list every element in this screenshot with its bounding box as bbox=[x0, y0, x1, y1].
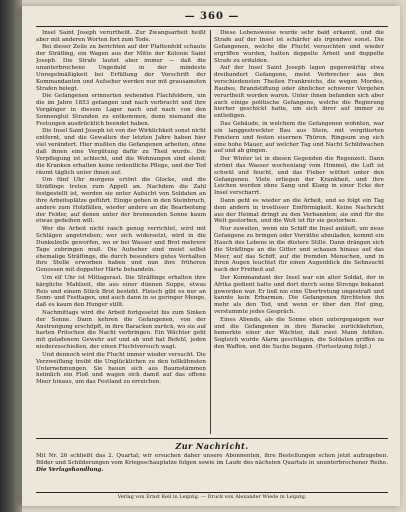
paragraph: Die Insel Saint Joseph ist von der Wirklichkeit sonst nicht entfernt, und die Gewalten der letzten Jahre haben hier viel verändert. Hier mußten die Gefangenen arbeiten, ohne daß ihnen eine Vergütung dafür zu Theil wurde. Die Verpflegung ist schlecht, und die Wohnungen sind elend; die Kranken erhalten keine ordentliche Pflege, und der Tod räumt täglich unter ihnen auf. bbox=[36, 128, 206, 176]
page-footer bbox=[36, 492, 388, 503]
right-column bbox=[214, 30, 384, 434]
book-binding bbox=[0, 0, 22, 512]
paragraph: Bei dieser Zeile zu berichten auf der Plattenfeld schaute der Sträfling, ein Wagen aus der Mitte der Kolonie Saint Joseph. Die Strafe lautet aber immer — daß die ununterbrochene Ungeduld in der mindeste Unregelmäßigkeit bei Erfüllung der Vorschrift der Kommandanten und Aufseher werden nur mit grausamsten Strafen belegt. bbox=[36, 44, 206, 92]
paragraph: Insel Saint Joseph verurtheilt. Zur Zwangsarbeit heißt aber mit anderen Worten fort zum Tode. bbox=[36, 30, 206, 43]
paragraph: Um fünf Uhr morgens ertönt die Glocke, und die Sträflinge treten zum Appell an. Nachdem die Zahl festgestellt ist, werden sie unter Aufsicht von Soldaten an ihre Arbeitsplätze geführt. Einige gehen in den Steinbruch, andere zum Holzfällen, wieder andere an die Bearbeitung der Felder, auf denen unter der brennenden Sonne kaum etwas gedeihen will. bbox=[36, 177, 206, 225]
paragraph: Und dennoch wird die Flucht immer wieder versucht. Die Verzweiflung treibt die Unglücklichen zu den tollkühnsten Unternehmungen. Sie bauen sich aus Baumstämmen heimlich ein Floß und wagen sich damit auf das offene Meer hinaus, um das Festland zu erreichen. bbox=[36, 351, 206, 386]
paragraph: Der Winter ist in diesen Gegenden die Regenzeit. Dann strömt das Wasser wochenlang vom Himmel, die Luft ist schwül und feucht, und das Fieber wüthet unter den Gefangenen. Viele erliegen der Krankheit, und ihre Leichen werden ohne Sang und Klang in einer Ecke der Insel verscharrt. bbox=[214, 155, 384, 197]
notice-body bbox=[36, 453, 388, 474]
paragraph: Um elf Uhr ist Mittagsrast. Die Sträflinge erhalten ihre kärgliche Mahlzeit, die aus einer dünnen Suppe, etwas Reis und einem Stück Brot besteht. Fleisch gibt es nur an Sonn- und Festtagen, und auch dann in so geringer Menge, daß es kaum den Hunger stillt. bbox=[36, 274, 206, 309]
paragraph: Der Kommandant der Insel war ein alter Soldat, der in Afrika gedient hatte und dort durch seine Strenge bekannt geworden war. Er ließ nie eine Übertretung ungestraft und kannte kein Erbarmen. Die Gefangenen fürchteten ihn mehr als den Tod, und wenn er über den Hof ging, verstummte jedes Gespräch. bbox=[214, 274, 384, 316]
book-page bbox=[22, 6, 400, 506]
page-number: — 360 — bbox=[184, 11, 240, 22]
notice-signature: Die Verlagshandlung. bbox=[36, 467, 104, 473]
notice-heading: Zur Nachricht. bbox=[175, 441, 249, 451]
paragraph: Wer die Arbeit nicht rasch genug verrichtet, wird mit Schlägen angetrieben; wer sich widersetzt, wird in die Dunkelzelle geworfen, wo er bei Wasser und Brot mehrere Tage zubringen muß. Die Aufseher sind meist selbst ehemalige Sträflinge, die durch besonders gutes Verhalten ihre Stelle erworben haben und nun ihre früheren Genossen mit doppelter Härte behandeln. bbox=[36, 225, 206, 274]
paragraph: Nur zuweilen, wenn ein Schiff die Insel anläuft, um neue Gefangene zu bringen oder Vorräthe abzuladen, kommt ein Hauch des Lebens in die düstere Stille. Dann drängen sich die Sträflinge an die Gitter und schauen hinaus auf das Meer, auf das Schiff, auf die fremden Menschen, und in ihren Augen leuchtet für einen Augenblick die Sehnsucht nach der Freiheit auf. bbox=[214, 225, 384, 274]
page-header bbox=[36, 12, 388, 27]
paragraph: Nachmittags wird die Arbeit fortgesetzt bis zum Sinken der Sonne. Dann kehren die Gefangenen, von der Anstrengung erschöpft, in ihre Baracken zurück, wo sie auf harten Pritschen die Nacht verbringen. Ein Wächter geht mit geladenem Gewehr auf und ab und hat Befehl, jeden niederzuschießen, der einen Fluchtversuch wagt. bbox=[36, 309, 206, 351]
column-divider bbox=[210, 30, 211, 434]
text-columns bbox=[36, 30, 388, 434]
imprint: Verlag von Ernst Keil in Leipzig. — Druck von Alexander Wiede in Leipzig. bbox=[117, 494, 307, 500]
paragraph: Dann geht es wieder an die Arbeit, und so folgt ein Tag dem andern in trostloser Einförmigkeit. Keine Nachricht aus der Heimat dringt zu den Verbannten; sie sind für die Welt gestorben, und die Welt ist für sie gestorben. bbox=[214, 197, 384, 225]
left-column bbox=[36, 30, 206, 434]
paragraph: Diese Lebensweise wurde sehr bald erkannt, und die Strafe auf der Insel ist schärfer als irgendwo sonst. Die Gefangenen, welche die Flucht versuchten und wieder ergriffen wurden, hatten doppelte Arbeit und doppelte Strafe zu erdulden. bbox=[214, 30, 384, 64]
paragraph: Das Gebäude, in welchem die Gefangenen wohnten, war ein langgestreckter Bau aus Stein, mit vergitterten Fenstern und festen eisernen Thüren. Ringsum zog sich eine hohe Mauer, auf welcher Tag und Nacht Schildwachen auf und ab gingen. bbox=[214, 120, 384, 155]
paragraph: Die Gefangenen erinnerten wehenden Flachfeldern, um die im Jahre 1853 gefangen und nach verbracht und ihre Vorgänger in diesem Lager nach und nach von den Sonnenglut Stranden zu entkommen, denn niemand die Festungen ausdrücklich beendet haben. bbox=[36, 93, 206, 127]
paragraph: Auf der Insel Saint Joseph lagen gegenwärtig etwa dreihundert Gefangene, meist Verbrecher aus den verschiedensten Theilen Frankreichs, die wegen Mordes, Raubes, Brandstiftung oder ähnlicher schwerer Vergehen verurtheilt worden waren. Unter ihnen befanden sich aber auch einige politische Gefangene, welche die Regierung hierher geschickt hatte, um sich ihrer auf immer zu entledigen. bbox=[214, 65, 384, 120]
notice-text: Mit Nr. 26 schließt das 2. Quartal; wir ersuchen daher unsere Abonnenten, ihre Bestellungen schon jetzt aufzugeben. Bilder und Schilderungen vom Kriegsschauplatze folgen sowie im Laufe des nächsten Quartals in ununterbrochener Reihe. bbox=[36, 453, 388, 466]
paragraph: Eines Abends, als die Sonne eben untergegangen war und die Gefangenen in ihre Baracke zurückkehrten, bemerkte einer der Wächter, daß zwei Mann fehlten. Sogleich wurde Alarm geschlagen, die Soldaten griffen zu den Waffen, und die Suche begann. (Fortsetzung folgt.) bbox=[214, 316, 384, 351]
publisher-notice bbox=[36, 438, 388, 487]
